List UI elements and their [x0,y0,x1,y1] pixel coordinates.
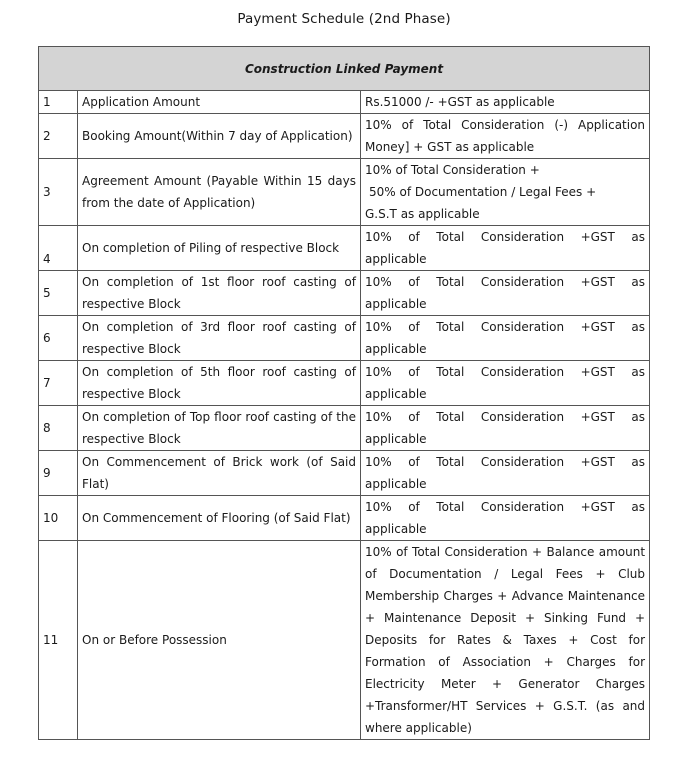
milestone-description: Booking Amount(Within 7 day of Application) [78,114,361,159]
serial-number: 9 [39,451,78,496]
payment-terms: Rs.51000 /- +GST as applicable [361,91,650,114]
payment-terms: 10% of Total Consideration +GST as applicable [361,406,650,451]
milestone-description: On completion of Piling of respective Block [78,226,361,271]
payment-terms: 10% of Total Consideration (-) Application Money] + GST as applicable [361,114,650,159]
table-row [39,496,650,541]
milestone-description: On Commencement of Flooring (of Said Flat) [78,496,361,541]
milestone-description: On completion of 5th floor roof casting of respective Block [78,361,361,406]
serial-number: 3 [39,159,78,226]
serial-number: 10 [39,496,78,541]
serial-number: 7 [39,361,78,406]
payment-terms: 10% of Total Consideration +GST as applicable [361,496,650,541]
table-row [39,361,650,406]
serial-number: 8 [39,406,78,451]
table-row [39,91,650,114]
payment-line: 50% of Documentation / Legal Fees + [369,185,597,199]
payment-terms: 10% of Total Consideration +GST as applicable [361,226,650,271]
table-row [39,541,650,740]
table-header-row [39,47,650,91]
table-row [39,271,650,316]
serial-number: 5 [39,271,78,316]
table-row [39,451,650,496]
milestone-description: On completion of 1st floor roof casting of respective Block [78,271,361,316]
payment-schedule-table [38,46,650,740]
serial-number: 1 [39,91,78,114]
table-row [39,406,650,451]
table-row [39,226,650,271]
serial-number: 4 [39,226,78,271]
milestone-description: On completion of Top floor roof casting of the respective Block [78,406,361,451]
document-title: Payment Schedule (2nd Phase) [237,11,451,27]
table-row [39,114,650,159]
milestone-description: On Commencement of Brick work (of Said Flat) [78,451,361,496]
payment-terms: 10% of Total Consideration +GST as applicable [361,271,650,316]
serial-number: 2 [39,114,78,159]
payment-terms [361,159,650,226]
milestone-description: Agreement Amount (Payable Within 15 days from the date of Application) [78,159,361,226]
table-heading: Construction Linked Payment [39,47,650,91]
payment-terms: 10% of Total Consideration + Balance amount of Documentation / Legal Fees + Club Membership Charges + Advance Maintenance + Maintenance Deposit + Sinking Fund + Deposits for Rates & Taxes + Cost for Formation of Association + Charges for Electricity Meter + Generator Charges +Transformer/HT Services + G.S.T. (as and where applicable) [361,541,650,740]
payment-line: G.S.T as applicable [365,207,480,221]
table-row [39,316,650,361]
milestone-description: Application Amount [78,91,361,114]
payment-terms: 10% of Total Consideration +GST as applicable [361,316,650,361]
milestone-description: On completion of 3rd floor roof casting of respective Block [78,316,361,361]
payment-line: 10% of Total Consideration + [365,163,540,177]
milestone-description: On or Before Possession [78,541,361,740]
table-row [39,159,650,226]
serial-number: 6 [39,316,78,361]
serial-number: 11 [39,541,78,740]
payment-terms: 10% of Total Consideration +GST as applicable [361,361,650,406]
payment-terms: 10% of Total Consideration +GST as applicable [361,451,650,496]
